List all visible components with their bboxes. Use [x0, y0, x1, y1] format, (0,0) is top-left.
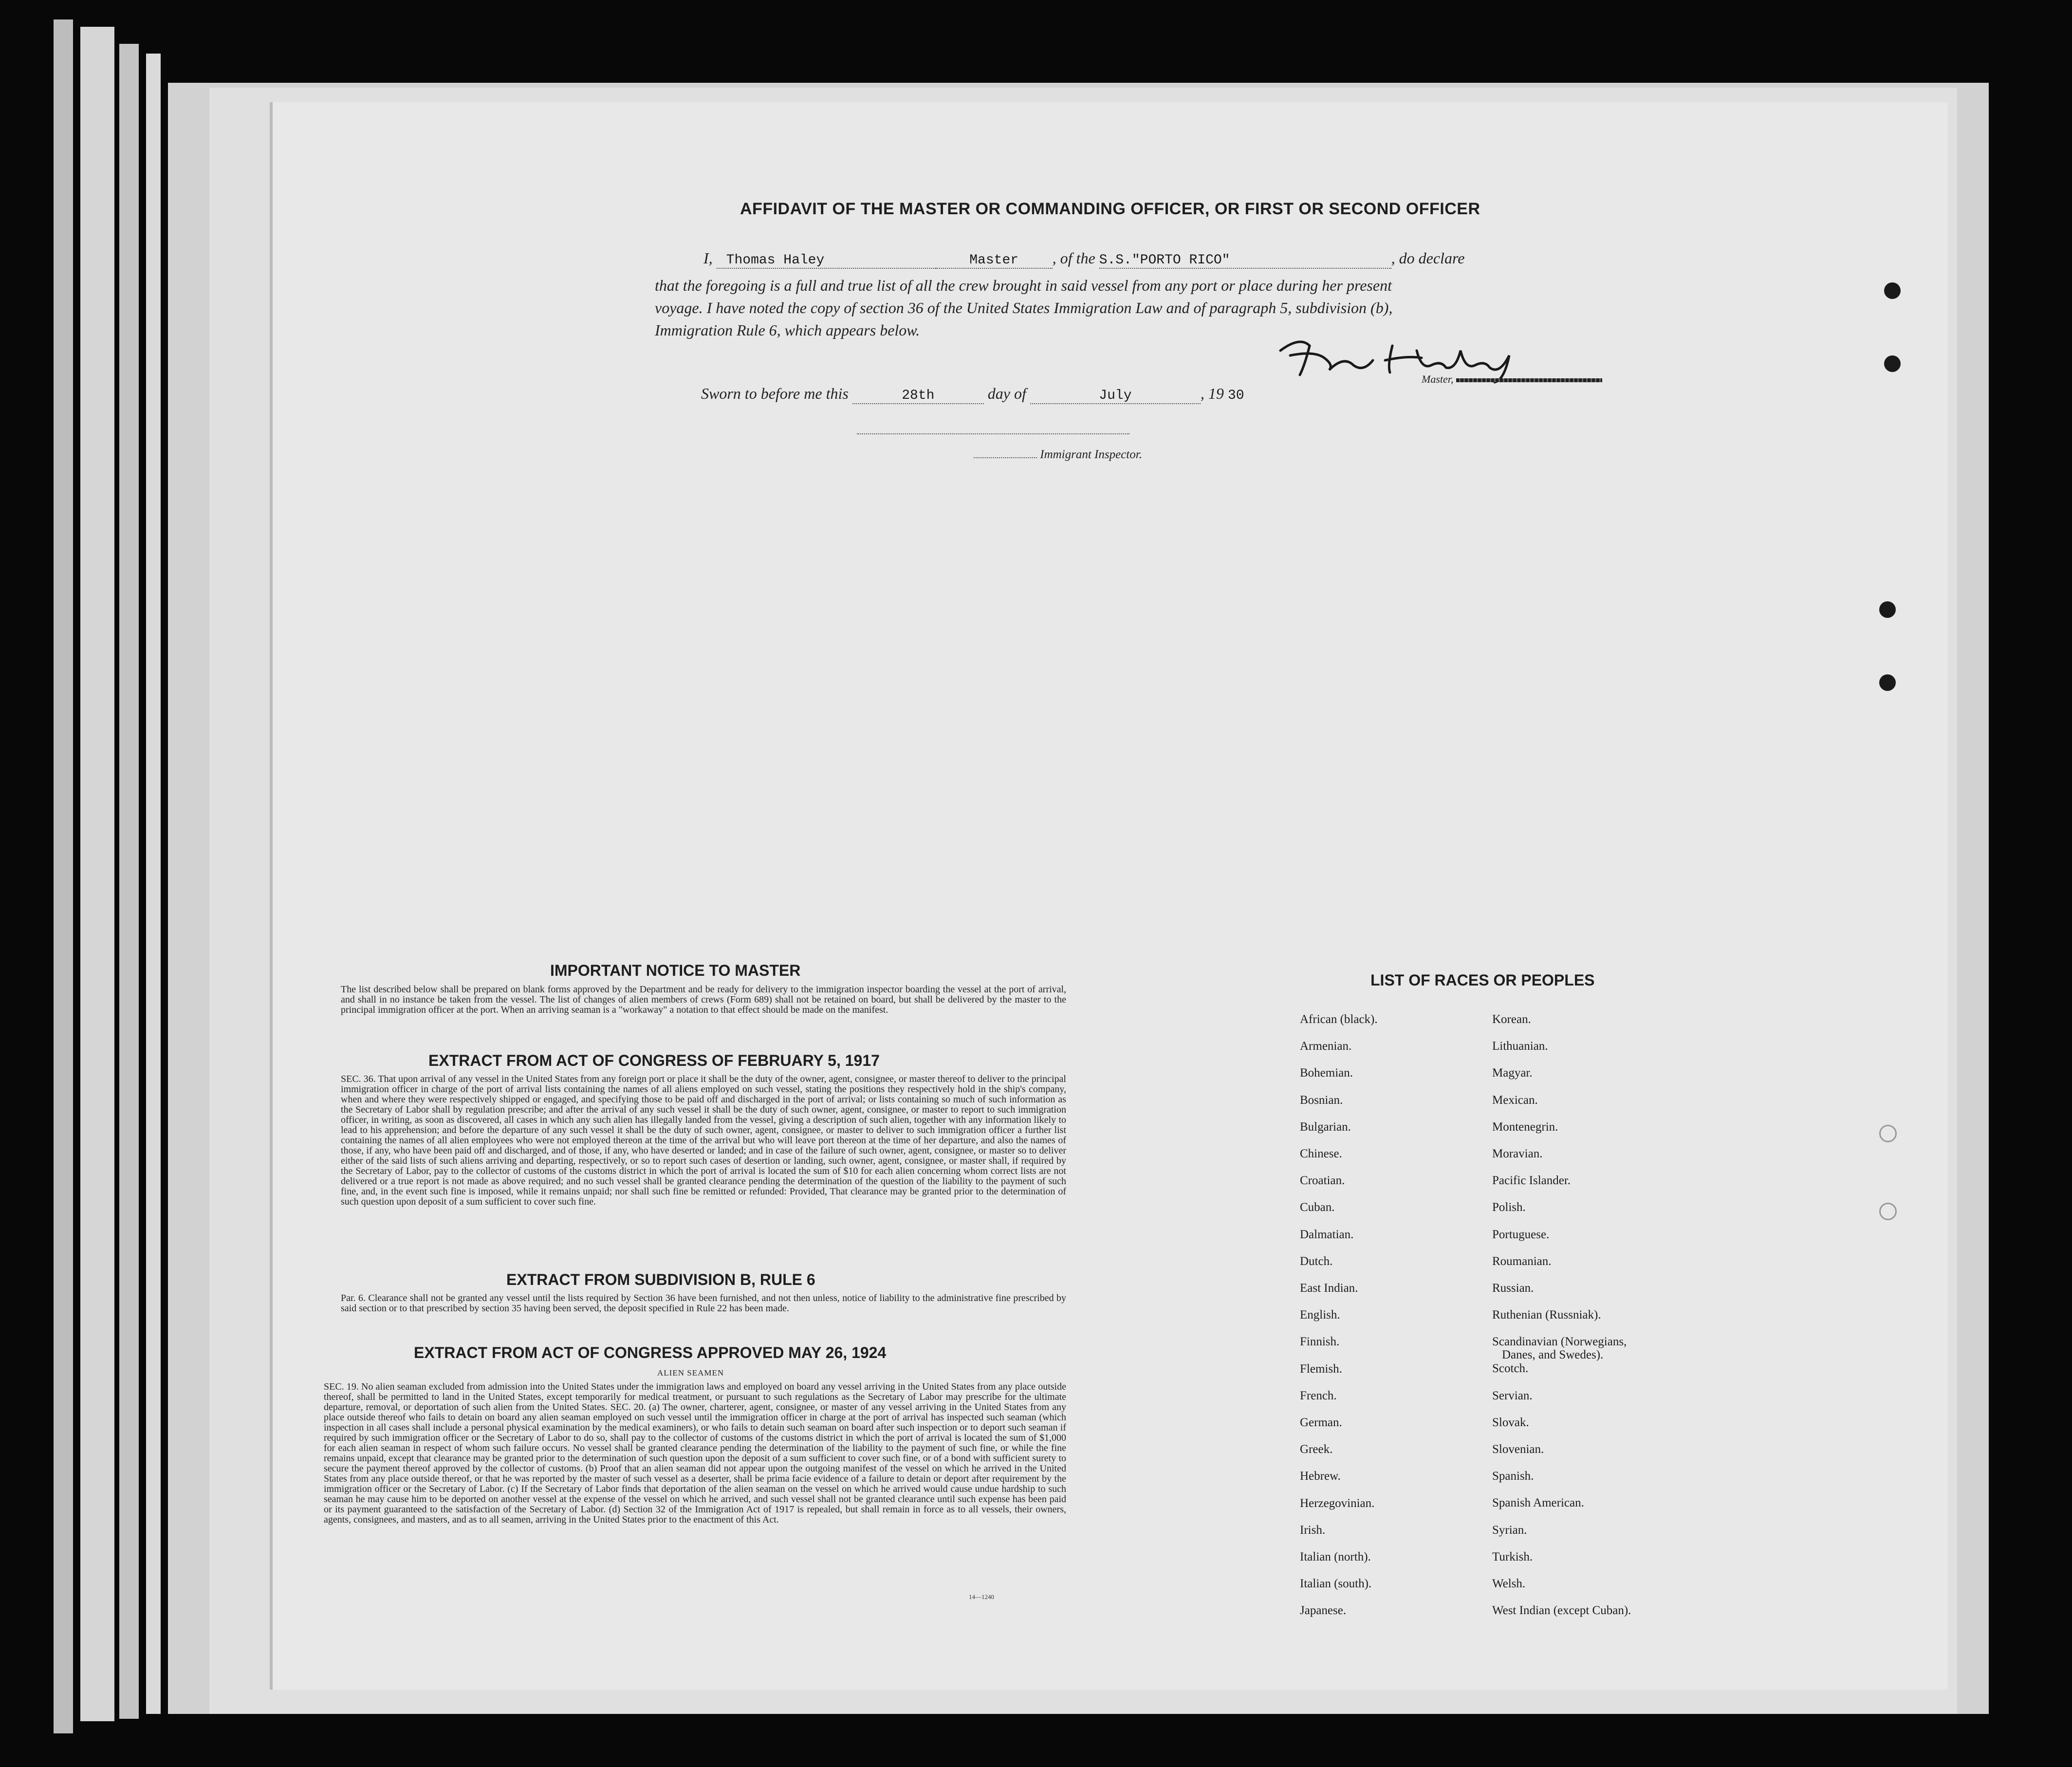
race-item: Bulgarian. [1300, 1120, 1351, 1134]
race-item: Slovak. [1492, 1415, 1529, 1429]
rule6-title: EXTRACT FROM SUBDIVISION B, RULE 6 [506, 1271, 815, 1288]
race-item: Scotch. [1492, 1362, 1529, 1376]
extract-1917-text: SEC. 36. That upon arrival of any vessel in the United States from any foreign port or place it shall be the duty of the owner, agent, consignee, or master thereof to deliver to the principal immigration officer in charge of the port of arrival lists containing the names of all aliens employed on such vessel, stating the positions they respectively hold in the ship's company, when and where they were respectively shipped or engaged, and specifying those to be paid off and discharged in the port of arrival; or lists containing so much of such information as the Secretary of Labor shall by regulation prescribe; and after the arrival of any such vessel it shall be the duty of such owner, agent, consignee, or master to report to such immigration officer, in writing, as soon as discovered, all cases in which any such alien has illegally landed from the vessel, giving a description of such alien, together with any information likely to lead to his apprehension; and before the departure of any such vessel it shall be the duty of such owner, agent, consignee, or master to deliver to such immigration officer a further list containing the names of all alien employees who were not employed thereon at the time of the arrival but who will leave port thereon at the time of her departure, and also the names of those, if any, who have been paid off and discharged, and of those, if any, who have deserted or landed; and in case of the failure of such owner, agent, consignee, or master so to deliver either of the said lists of such aliens arriving and departing, respectively, or so to report such cases of desertion or landing, such owner, agent, consignee, or master shall, if required by the Secretary of Labor, pay to the collector of customs of the customs district in which the port of arrival is located the sum of $10 for each alien concerning whom correct lists are not delivered or a true report is not made as above required; and no such vessel shall be granted clearance pending the determination of the question of the liability to the payment of such fine, and, in the event such fine is imposed, while it remains unpaid; nor shall such fine be remitted or refunded: Provided, That clearance may be granted prior to the determination of such question upon deposit of a sum sufficient to cover such fine. [341, 1074, 1066, 1207]
punch-hole-icon [1884, 355, 1901, 372]
affidavit-line-3: voyage. I have noted the copy of section 36 of the United States Immigration Law and of paragraph 5, subdivision (b), [655, 299, 1393, 316]
race-item: Scandinavian (Norwegians, [1492, 1335, 1627, 1349]
race-item: West Indian (except Cuban). [1492, 1604, 1631, 1618]
race-item: Danes, and Swedes). [1502, 1348, 1604, 1362]
struck-out-title [1456, 378, 1602, 382]
notice-text: The list described below shall be prepared on blank forms approved by the Department and be ready for delivery to the immigration inspector boarding the vessel at the port of arrival, and shall in no instance be taken from the vessel. The list of changes of alien members of crews (Form 689) shall not be retained on board, but shall be delivered by the master to the principal immigration officer at the port. When an arriving seaman is a "workaway" a notation to that effect should be made on the manifest. [341, 984, 1066, 1015]
race-item: Finnish. [1300, 1335, 1340, 1349]
binder-page-edge [146, 54, 161, 1714]
extract-1924-subtitle: ALIEN SEAMEN [657, 1368, 724, 1377]
race-item: Herzegovinian. [1300, 1496, 1375, 1510]
race-item: German. [1300, 1416, 1342, 1429]
inspector-signature-line [857, 433, 1129, 434]
year-prefix: , 19 [1200, 385, 1224, 402]
month-field: July [1030, 388, 1201, 404]
race-item: Montenegrin. [1492, 1120, 1558, 1134]
signer-title-text: Master, [1422, 373, 1454, 385]
manifest-page [273, 102, 1947, 1690]
signer-title [1422, 373, 1602, 386]
race-item: Portuguese. [1492, 1228, 1550, 1241]
affidavit-line-1 [703, 249, 1464, 269]
race-item: Italian (north). [1300, 1550, 1371, 1563]
of-the-text: , of the [1052, 249, 1095, 267]
punch-hole-icon [1879, 674, 1896, 691]
race-item: Dutch. [1300, 1254, 1333, 1268]
race-item: Welsh. [1492, 1577, 1526, 1590]
race-item: Moravian. [1492, 1147, 1543, 1160]
punch-hole-icon [1884, 282, 1901, 299]
race-item: Korean. [1492, 1013, 1531, 1026]
day-field: 28th [852, 388, 984, 404]
race-item: Bosnian. [1300, 1093, 1343, 1107]
race-item: Pacific Islander. [1492, 1174, 1571, 1188]
form-number: 14—1240 [969, 1593, 994, 1600]
master-name-field: Thomas Haley [717, 253, 936, 269]
race-item: Roumanian. [1492, 1254, 1552, 1268]
ring-hole-icon [1879, 1203, 1897, 1220]
race-item: Servian. [1492, 1389, 1533, 1402]
race-item: Hebrew. [1300, 1469, 1341, 1483]
race-item: Italian (south). [1300, 1577, 1372, 1591]
race-item: Russian. [1492, 1282, 1534, 1295]
race-item: Ruthenian (Russniak). [1492, 1308, 1601, 1322]
affidavit-line-4: Immigration Rule 6, which appears below. [655, 321, 920, 339]
affidavit-title: AFFIDAVIT OF THE MASTER OR COMMANDING OFFICER, OR FIRST OR SECOND OFFICER [740, 200, 1480, 218]
race-item: Lithuanian. [1492, 1040, 1548, 1053]
race-item: Armenian. [1300, 1040, 1352, 1053]
race-item: Japanese. [1300, 1604, 1347, 1618]
rank-field: Master [936, 253, 1053, 269]
ring-hole-icon [1879, 1125, 1897, 1142]
race-item: Flemish. [1300, 1362, 1342, 1376]
race-item: Turkish. [1492, 1550, 1533, 1563]
rule6-text: Par. 6. Clearance shall not be granted any vessel until the lists required by Section 36 have been furnished, and not then unless, notice of liability to the administrative fine prescribed by said section or to that prescribed by section 35 having been served, the deposit specified in Rule 22 has been made. [341, 1293, 1066, 1314]
extract-1924-text: SEC. 19. No alien seaman excluded from admission into the United States under the immigration laws and employed on board any vessel arriving in the United States from any place outside thereof, shall be permitted to land in the United States, except temporarily for medical treatment, or pursuant to such regulations as the Secretary of Labor may prescribe for the ultimate departure, removal, or deportation of such alien from the United States. SEC. 20. (a) The owner, charterer, agent, consignee, or master of any vessel arriving in the United States from any place outside thereof who fails to detain on board any alien seaman employed on such vessel until the immigration officer in charge at the port of arrival has inspected such seaman (which inspection in all cases shall include a personal physical examination by the medical examiners), or who fails to detain such seaman on board after such inspection or to deport such seaman if required by such immigration officer or the Secretary of Labor to do so, shall pay to the collector of customs of the customs district in which the port of arrival is located the sum of $1,000 for each alien seaman in respect of whom such failure occurs. No vessel shall be granted clearance pending the determination of the liability to the payment of such fine, or while the fine remains unpaid, except that clearance may be granted prior to the determination of such question upon the deposit of a sum sufficient to cover such fine, or of a bond with sufficient surety to secure the payment thereof approved by the collector of customs. (b) Proof that an alien seaman did not appear upon the outgoing manifest of the vessel on which he arrived in the United States from any place outside thereof, or that he was reported by the master of such vessel as a deserter, shall be prima facie evidence of a failure to detain or deport after requirement by the immigration officer or the Secretary of Labor. (c) If the Secretary of Labor finds that deportation of the alien seaman on the vessel on which he arrived would cause undue hardship to such seaman he may cause him to be deported on another vessel at the expense of the vessel on which he arrived, and such vessel shall not be granted clearance until such expense has been paid or its payment guaranteed to the satisfaction of the Secretary of Labor. (d) Section 32 of the Immigration Act of 1917 is repealed, but shall remain in force as to all vessels, their owners, agents, consignees, and masters, and as to all seamen, arriving in the United States prior to the enactment of this Act. [324, 1381, 1066, 1525]
extract-1917-title: EXTRACT FROM ACT OF CONGRESS OF FEBRUARY 5, 1917 [428, 1052, 880, 1069]
race-item: Syrian. [1492, 1523, 1527, 1537]
inspector-label-text: Immigrant Inspector. [1040, 448, 1142, 461]
race-item: English. [1300, 1308, 1340, 1322]
sworn-line [701, 385, 1244, 404]
vessel-name-field: S.S."PORTO RICO" [1099, 253, 1391, 269]
race-item: Spanish American. [1492, 1496, 1584, 1510]
year-field: 30 [1227, 388, 1244, 403]
notice-title: IMPORTANT NOTICE TO MASTER [550, 962, 801, 979]
sworn-prefix: Sworn to before me this [701, 385, 849, 402]
punch-hole-icon [1879, 601, 1896, 618]
race-item: African (black). [1300, 1013, 1378, 1026]
do-declare-text: , do declare [1391, 249, 1465, 267]
race-item: Slovenian. [1492, 1443, 1544, 1456]
binder-page-edge [119, 44, 139, 1719]
races-title: LIST OF RACES OR PEOPLES [1370, 971, 1595, 989]
day-of-text: day of [987, 385, 1026, 402]
race-item: Dalmatian. [1300, 1228, 1354, 1241]
race-item: Cuban. [1300, 1201, 1335, 1214]
intro-text: I, [703, 249, 713, 267]
inspector-label [974, 448, 1142, 462]
affidavit-line-2: that the foregoing is a full and true list of all the crew brought in said vessel from any port or place during her present [655, 277, 1392, 294]
binder-page-edge [80, 27, 114, 1721]
race-item: Polish. [1492, 1201, 1526, 1214]
race-item: Chinese. [1300, 1147, 1342, 1160]
binder-page-edge [54, 19, 73, 1733]
race-item: Croatian. [1300, 1174, 1345, 1188]
extract-1924-title: EXTRACT FROM ACT OF CONGRESS APPROVED MAY 26, 1924 [414, 1344, 887, 1361]
race-item: Bohemian. [1300, 1066, 1353, 1080]
race-item: French. [1300, 1389, 1337, 1402]
race-item: East Indian. [1300, 1282, 1358, 1295]
race-item: Spanish. [1492, 1469, 1534, 1483]
race-item: Magyar. [1492, 1066, 1533, 1080]
race-item: Irish. [1300, 1523, 1326, 1537]
race-item: Greek. [1300, 1443, 1333, 1456]
race-item: Mexican. [1492, 1093, 1538, 1107]
